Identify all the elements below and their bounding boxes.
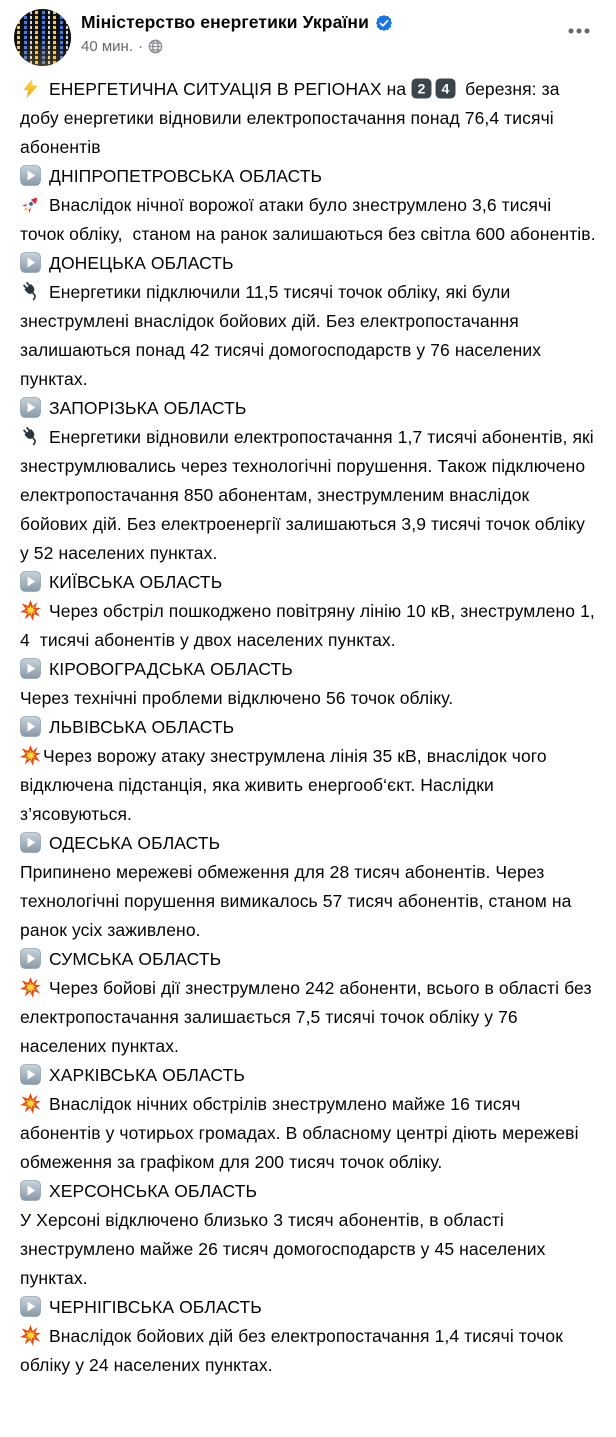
play-icon [20, 658, 41, 679]
post-header [0, 0, 616, 68]
play-icon [20, 1180, 41, 1201]
collision-icon [20, 1093, 41, 1114]
page-name-link[interactable] [81, 12, 392, 33]
keycap-icon [411, 78, 432, 99]
post-paragraph: Внаслідок бойових дій без електропостачання 1,4 тисячі точок обліку у 24 населених пунктах. [20, 1326, 568, 1375]
collision-icon [20, 600, 41, 621]
play-icon [20, 397, 41, 418]
region-heading: КИЇВСЬКА ОБЛАСТЬ [20, 568, 596, 597]
region-heading: ДНІПРОПЕТРОВСЬКА ОБЛАСТЬ [20, 162, 596, 191]
post-paragraph: У Херсоні відключено близько 3 тисяч абонентів, в області знеструмлено майже 26 тисяч домогосподарств у 45 населених пунктах. [20, 1210, 551, 1288]
region-heading: ДОНЕЦЬКА ОБЛАСТЬ [20, 249, 596, 278]
region-heading: ЛЬВІВСЬКА ОБЛАСТЬ [20, 713, 596, 742]
post-paragraph: Через технічні проблеми відключено 56 точок обліку. [20, 688, 454, 708]
play-icon [20, 1064, 41, 1085]
post-text [0, 68, 616, 1386]
lightning-icon [20, 78, 41, 99]
meta-separator: · [138, 38, 143, 55]
play-icon [20, 832, 41, 853]
rocket-icon [20, 194, 41, 215]
play-icon [20, 571, 41, 592]
post-options-button[interactable] [566, 21, 592, 41]
region-heading: СУМСЬКА ОБЛАСТЬ [20, 945, 596, 974]
collision-icon [20, 977, 41, 998]
post-meta-line [81, 38, 392, 55]
region-heading: ХЕРСОНСЬКА ОБЛАСТЬ [20, 1177, 596, 1206]
collision-icon [20, 745, 41, 766]
svg-text:4: 4 [441, 81, 450, 98]
post-timestamp[interactable]: 40 мин. [81, 38, 133, 55]
play-icon [20, 948, 41, 969]
plug-icon [20, 281, 41, 302]
page-avatar[interactable] [14, 9, 71, 66]
verified-badge-icon [376, 15, 392, 31]
post-header-meta [81, 9, 392, 55]
play-icon [20, 252, 41, 273]
post-paragraph: Енергетики підключили 11,5 тисячі точок обліку, які були знеструмлені внаслідок бойових дій. Без електропостачання залишаються понад 42 тисячі домогосподарств у 76 населених пунктах. [20, 282, 547, 389]
region-heading: ХАРКІВСЬКА ОБЛАСТЬ [20, 1061, 596, 1090]
post-paragraph: Через бойові дії знеструмлено 242 абоненти, всього в області без електропостачання залишається 7,5 тисячі точок обліку у 76 населених пунктах. [20, 978, 597, 1056]
post-intro-paragraph: ЕНЕРГЕТИЧНА СИТУАЦІЯ В РЕГІОНАХ на 2 4 березня: за добу енергетики відновили електропостачання понад 76,4 тисячі абонентів [20, 79, 565, 157]
ellipsis-icon [568, 28, 590, 34]
post-paragraph: Через ворожу атаку знеструмлена лінія 35 кВ, внаслідок чого відключена підстанція, яка живить енергооб‘єкт. Наслідки з’ясовуються. [20, 746, 552, 824]
region-heading: КІРОВОГРАДСЬКА ОБЛАСТЬ [20, 655, 596, 684]
svg-text:2: 2 [417, 81, 426, 98]
region-heading: ЗАПОРІЗЬКА ОБЛАСТЬ [20, 394, 596, 423]
play-icon [20, 1296, 41, 1317]
post-paragraph: Енергетики відновили електропостачання 1,7 тисячі абонентів, які знеструмлювались через технологічні порушення. Також підключено електропостачання 850 абонентам, знеструмленим внаслідок бойових дій. Без електроенергії залишаються 3,9 тисячі точок обліку у 52 населених пунктах. [20, 427, 599, 563]
globe-privacy-icon [148, 39, 163, 54]
keycap-icon [435, 78, 456, 99]
play-icon [20, 716, 41, 737]
post-paragraph: Внаслідок нічних обстрілів знеструмлено майже 16 тисяч абонентів у чотирьох громадах. В обласному центрі діють мережеві обмеження за графіком для 200 тисяч точок обліку. [20, 1094, 584, 1172]
post-paragraph: Припинено мережеві обмеження для 28 тисяч абонентів. Через технологічні порушення вимикалось 57 тисяч абонентів, станом на ранок усіх заживлено. [20, 862, 577, 940]
region-heading: ЧЕРНІГІВСЬКА ОБЛАСТЬ [20, 1293, 596, 1322]
play-icon [20, 165, 41, 186]
post-paragraph: Внаслідок нічної ворожої атаки було знеструмлено 3,6 тисячі точок обліку, станом на ранок залишаються без світла 600 абонентів. [20, 195, 596, 244]
region-heading: ОДЕСЬКА ОБЛАСТЬ [20, 829, 596, 858]
page-name-text: Міністерство енергетики України [81, 12, 369, 32]
plug-icon [20, 426, 41, 447]
collision-icon [20, 1325, 41, 1346]
post-paragraph: Через обстріл пошкоджено повітряну лінію 10 кВ, знеструмлено 1, 4 тисячі абонентів у двох населених пунктах. [20, 601, 600, 650]
